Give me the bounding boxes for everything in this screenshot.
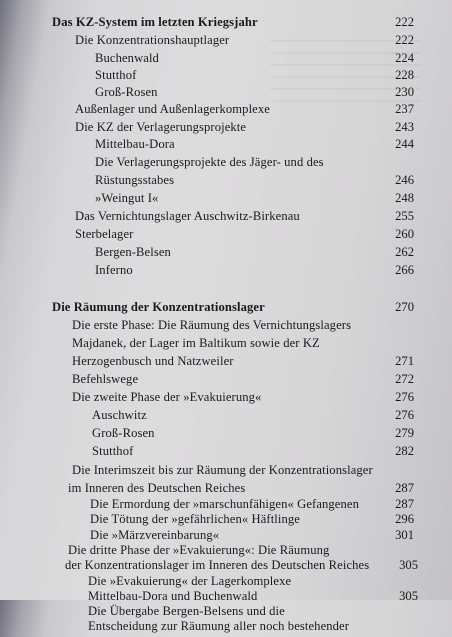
toc-entry-title: Außenlager und Außenlagerkomplexe	[75, 102, 270, 116]
toc-entry-title: Majdanek, der Lager im Baltikum sowie der KZ	[72, 336, 320, 350]
toc-entry-page: 276	[395, 408, 414, 422]
toc-entry-page: 272	[395, 372, 414, 386]
toc-entry-title: Inferno	[95, 263, 133, 277]
toc-entry-title: der Konzentrationslager im Inneren des Deutschen Reiches	[65, 558, 370, 573]
toc-entry-page: 271	[395, 354, 414, 368]
toc-entry-page: 282	[395, 444, 414, 458]
toc-entry	[0, 32, 452, 51]
toc-entry-page: 255	[395, 209, 414, 223]
toc-entry	[0, 208, 452, 227]
toc-entry-title: Groß-Rosen	[95, 85, 158, 99]
toc-entry-page: 305	[399, 558, 418, 573]
toc-entry	[0, 407, 452, 426]
toc-entry-title: Die Tötung der »gefährlichen« Häftlinge	[90, 512, 300, 527]
toc-entry-page: 262	[395, 245, 414, 259]
toc-entry-page: 270	[395, 300, 414, 314]
toc-entry-title: »Weingut I«	[95, 191, 159, 205]
toc-entry-title: Die »Evakuierung« der Lagerkomplexe	[88, 573, 292, 588]
toc-entry-title: Die Interimszeit bis zur Räumung der Konzentrationslager	[72, 463, 373, 477]
toc-entry-page: 230	[395, 85, 414, 99]
toc-entry	[0, 462, 452, 481]
toc-entry-title: Die »Märzvereinbarung«	[90, 527, 220, 542]
toc-entry-title: im Inneren des Deutschen Reiches	[68, 481, 246, 495]
toc-entry-title: Die erste Phase: Die Räumung des Vernichtungslagers	[72, 318, 352, 332]
toc-entry-title: Mittelbau-Dora und Buchenwald	[88, 588, 258, 603]
toc-entry-page: 224	[395, 51, 414, 65]
toc-entry-title: Die Konzentrationshauptlager	[75, 33, 230, 47]
toc-entry	[0, 371, 452, 390]
toc-entry-page: 248	[395, 191, 414, 205]
toc-entry-page: 243	[395, 120, 414, 134]
toc-entry-title: Die zweite Phase der »Evakuierung«	[72, 390, 262, 404]
toc-entry-title: Mittelbau-Dora	[95, 137, 175, 151]
toc-entry-page: 260	[395, 227, 414, 241]
toc-entry-page: 228	[395, 68, 414, 82]
toc-entry-title: Auschwitz	[92, 408, 147, 422]
toc-entry	[0, 136, 452, 155]
toc-entry	[0, 14, 452, 33]
toc-entry	[0, 335, 452, 354]
toc-entry-page: 296	[395, 512, 414, 527]
toc-entry-page: 279	[395, 426, 414, 440]
toc-entry-page: 287	[395, 497, 414, 511]
toc-entry-page: 237	[395, 102, 414, 116]
toc-entry-page: 222	[395, 33, 414, 47]
toc-entry	[0, 353, 452, 372]
toc-entry-title: Die Übergabe Bergen-Belsens und die	[88, 604, 285, 619]
toc-entry-page: 266	[395, 263, 414, 277]
toc-entry-title: Entscheidung zur Räumung aller noch bestehender	[88, 619, 350, 634]
toc-entry-title: Die dritte Phase der »Evakuierung«: Die Räumung	[68, 542, 330, 557]
toc-entry-title: Groß-Rosen	[92, 426, 155, 440]
toc-entry-title: Die Ermordung der »marschunfähigen« Gefangenen	[90, 497, 359, 511]
toc-entry-title: Herzogenbusch und Natzweiler	[72, 354, 234, 368]
toc-entry-title: Die Verlagerungsprojekte des Jäger- und des	[95, 155, 324, 169]
toc-entry-page: 287	[395, 481, 414, 495]
toc-entry-title: Stutthof	[95, 68, 137, 82]
toc-entry-title: Bergen-Belsen	[95, 245, 171, 259]
toc-entry	[0, 101, 452, 120]
toc-entry-title: Rüstungsstabes	[95, 173, 175, 187]
toc-entry	[0, 389, 452, 408]
toc-entry	[0, 244, 452, 263]
toc-entry-title: Das Vernichtungslager Auschwitz-Birkenau	[75, 209, 300, 223]
toc-entry	[0, 618, 452, 637]
toc-entry-page: 222	[395, 15, 414, 29]
toc-entry	[0, 262, 452, 281]
toc-entry	[0, 172, 452, 191]
toc-entry	[0, 154, 452, 173]
toc-entry-page: 244	[395, 137, 414, 151]
toc-entry-title: Das KZ-System im letzten Kriegsjahr	[52, 15, 258, 29]
toc-entry-title: Sterbelager	[75, 227, 134, 241]
toc-entry-page: 301	[395, 527, 414, 542]
toc-entry	[0, 226, 452, 245]
toc-entry-title: Buchenwald	[95, 51, 159, 65]
toc-entry-page: 276	[395, 390, 414, 404]
toc-entry	[0, 317, 452, 336]
toc-entry	[0, 443, 452, 462]
toc-entry	[0, 190, 452, 209]
toc-entry-page: 246	[395, 173, 414, 187]
toc-entry	[0, 425, 452, 444]
toc-entry-title: Die Räumung der Konzentrationslager	[52, 300, 265, 314]
toc-entry-title: Stutthof	[92, 444, 134, 458]
toc-entry	[0, 299, 452, 318]
toc-entry-page: 305	[399, 588, 418, 603]
toc-entry-title: Die KZ der Verlagerungsprojekte	[75, 120, 247, 134]
toc-entry-title: Befehlswege	[72, 372, 139, 386]
